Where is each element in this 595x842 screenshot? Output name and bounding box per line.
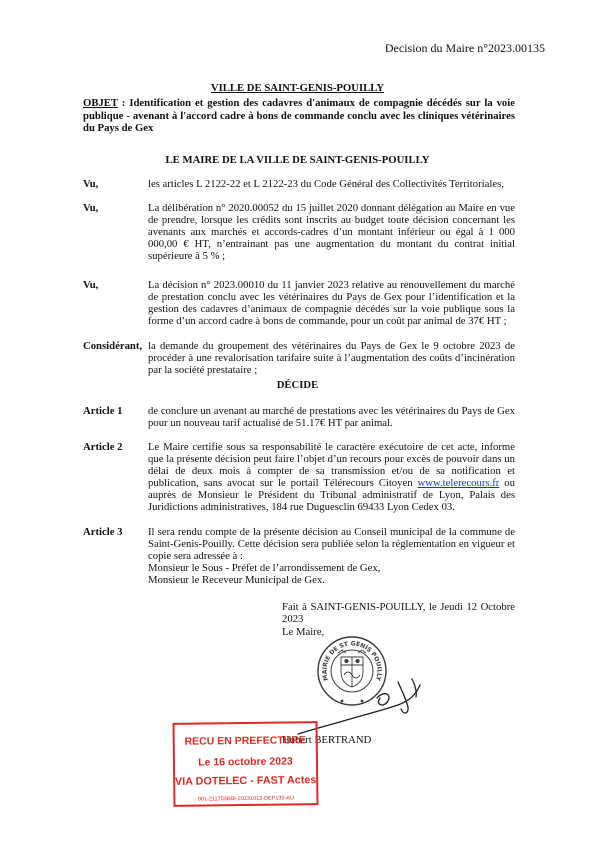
subject-paragraph — [83, 97, 515, 135]
subject-separator: : — [117, 97, 130, 109]
signature-stroke — [377, 694, 389, 705]
recital-label: Vu, — [83, 279, 99, 291]
stamp-act-id: 001-211703846-20231012-DEP135-AU — [197, 795, 295, 803]
city-title: VILLE DE SAINT-GENIS-POUILLY — [210, 82, 385, 94]
article-text-body: Il sera rendu compte de la présente décision au Conseil municipal de la commune de Saint-Genis-Pouilly. Cette décision sera publiée selon la réglementation en vigueur et copie sera adressée à : — [148, 526, 515, 562]
subject-label: OBJET — [83, 97, 118, 109]
article-text-part: ou auprès de Monsieur le Président du Tribunal administratif de Lyon, Palais des Juridictions administratives, 184 rue Duguesclin 69433 Lyon Cedex 03. — [148, 477, 515, 513]
seal-star-mark — [361, 700, 363, 702]
article-label: Article 2 — [83, 441, 123, 453]
recital-text: les articles L 2122-22 et L 2122-23 du Code Général des Collectivités Territoriales, — [148, 178, 504, 190]
article-row — [83, 441, 515, 513]
seal-text: MAIRIE DE ST GENIS POUILLY — [321, 640, 383, 682]
article-label: Article 3 — [83, 526, 123, 538]
recital-row — [83, 202, 515, 262]
stamp-transmission: VIA DOTELEC - FAST Actes — [174, 773, 317, 788]
considering-text: la demande du groupement des vétérinaires du Pays de Gex le 9 octobre 2023 de procéder à une revalorisation tarifaire suite à l’augmentation des coûts d’incinération par la société prestataire ; — [148, 340, 515, 376]
recipient-line: Monsieur le Sous - Préfet de l’arrondissement de Gex, — [148, 562, 381, 574]
mayor-seal — [318, 637, 386, 705]
authority-heading: LE MAIRE DE LA VILLE DE SAINT-GENIS-POUILLY — [165, 154, 430, 166]
recital-label: Vu, — [83, 202, 99, 214]
recital-text: La décision n° 2023.00010 du 11 janvier 2023 relative au renouvellement du marché de prestation conclu avec les vétérinaires du Pays de Gex pour l’identification et la gestion des cadavres d’animaux de compagnie décédés sur la voie publique sous la forme d’un accord cadre à bons de commande, pour un coût par animal de 37€ HT ; — [148, 279, 515, 327]
stamp-received-label: RECU EN PREFECTURE — [184, 733, 306, 748]
article-text — [148, 526, 515, 586]
seal-star-mark — [341, 700, 343, 702]
signature-stroke — [398, 682, 408, 713]
decision-heading: DÉCIDE — [276, 379, 319, 391]
recital-row — [83, 279, 515, 327]
seal-emblem — [338, 650, 366, 687]
signatory-name: Hubert BERTRAND — [282, 734, 372, 746]
recipient-line: Monsieur le Receveur Municipal de Gex. — [148, 574, 325, 586]
article-row — [83, 526, 515, 586]
telerecours-link[interactable]: www.telerecours.fr — [417, 477, 500, 489]
recital-row — [83, 178, 515, 190]
stamp-date: Le 16 octobre 2023 — [198, 754, 293, 769]
recital-text: La délibération n° 2020.00052 du 15 juillet 2020 donnant délégation au Maire en vue de prendre, lorsque les crédits sont inscrits au budget toute décision concernant les avenants aux marchés et accords-cadres d’un montant inférieur ou égal à 1 000 000,00 € HT, n’entrainant pas une augmentation du montant du contrat initial supérieure à 5 % ; — [148, 202, 515, 262]
recital-label: Vu, — [83, 178, 99, 190]
article-text — [148, 441, 515, 513]
considering-label: Considérant, — [83, 340, 143, 352]
article-text: de conclure un avenant au marché de prestations avec les vétérinaires du Pays de Gex pour un nouveau tarif actualisé de 51.17€ HT par animal. — [148, 405, 515, 429]
subject-text: Identification et gestion des cadavres d'animaux de compagnie décédés sur la voie publique - avenant à l'accord cadre à bons de commande conclu avec les cliniques vétérinaires du Pays de Gex — [83, 97, 515, 134]
considering-row — [83, 340, 515, 376]
place-and-date: Fait à SAINT-GENIS-POUILLY, le Jeudi 12 Octobre 2023 — [282, 601, 515, 625]
article-label: Article 1 — [83, 405, 123, 417]
decision-reference: Decision du Maire n°2023.00135 — [384, 41, 545, 55]
prefecture-receipt-stamp — [172, 721, 318, 807]
article-row — [83, 405, 515, 429]
signatory-role: Le Maire, — [282, 626, 325, 638]
article-text-part: Le Maire certifie sous sa responsabilité le caractère exécutoire de cet acte, informe que la présente décision peut faire l’objet d’un recours pour excès de pouvoir dans un délai de deux mois à compter de sa transmission et/ou de sa notification et publication, sans avocat sur le portail Télérecours Citoyen — [148, 441, 515, 489]
